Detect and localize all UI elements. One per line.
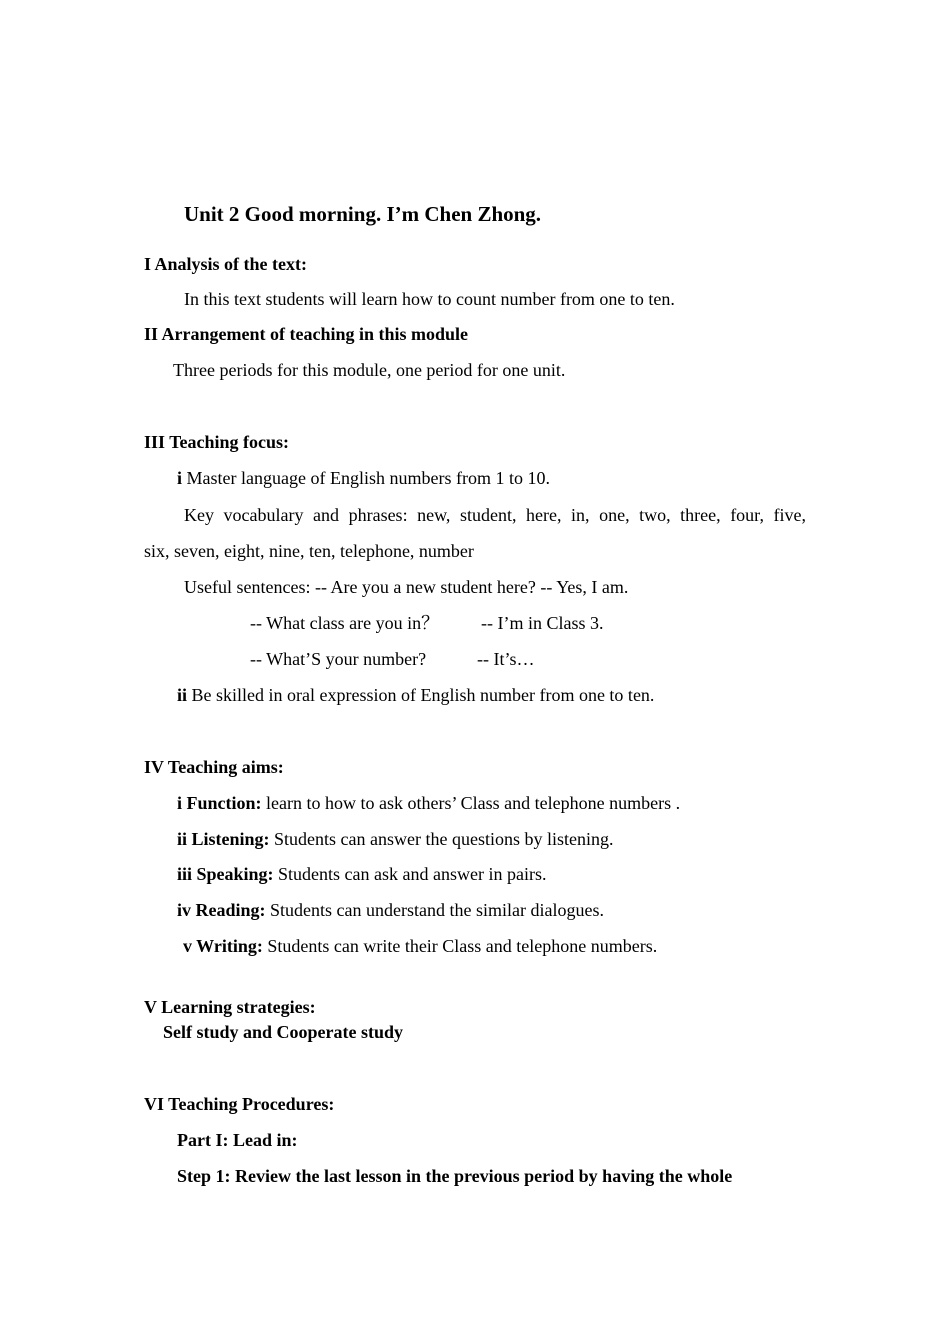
vocab-line-1: Key vocabulary and phrases: new, student, here, in, one, two, three, four, five, — [184, 505, 806, 525]
focus-item-2-text: Be skilled in oral expression of English number from one to ten. — [187, 685, 655, 705]
section-2-heading: II Arrangement of teaching in this module — [144, 324, 468, 344]
aim-writing — [183, 935, 657, 957]
focus-item-2 — [177, 684, 654, 706]
aim-reading — [177, 899, 604, 921]
focus-item-2-label: ii — [177, 685, 188, 705]
aim-speaking-label: iii Speaking: — [177, 864, 274, 884]
section-1-heading: I Analysis of the text: — [144, 254, 307, 274]
document-title: Unit 2 Good morning. I’m Chen Zhong. — [184, 202, 542, 226]
section-5-text: Self study and Cooperate study — [163, 1022, 404, 1042]
section-4-heading: IV Teaching aims: — [144, 757, 284, 777]
aim-reading-text: Students can understand the similar dialogues. — [265, 900, 604, 920]
aim-speaking — [177, 863, 546, 885]
focus-item-1-text: Master language of English numbers from 1 to 10. — [182, 468, 550, 488]
vocab-line-2: six, seven, eight, nine, ten, telephone, number — [144, 541, 474, 561]
useful-sentences: Useful sentences: -- Are you a new student here? -- Yes, I am. — [184, 577, 629, 597]
aim-function-label: i Function: — [177, 793, 262, 813]
aim-function-text: learn to how to ask others’ Class and telephone numbers . — [261, 793, 681, 813]
dialog-2-question: -- What’S your number? — [250, 649, 427, 669]
part-1-heading: Part I: Lead in: — [177, 1130, 298, 1150]
step-1-text: Step 1: Review the last lesson in the previous period by having the whole — [177, 1166, 733, 1186]
aim-function — [177, 792, 680, 814]
aim-listening — [177, 828, 613, 850]
section-6-heading: VI Teaching Procedures: — [144, 1094, 335, 1114]
focus-item-1 — [177, 467, 550, 489]
aim-reading-label: iv Reading: — [177, 900, 266, 920]
aim-writing-label: v Writing: — [183, 936, 263, 956]
aim-writing-text: Students can write their Class and telephone numbers. — [262, 936, 658, 956]
focus-item-1-label: i — [177, 468, 183, 488]
dialog-2-answer: -- It’s… — [477, 649, 535, 669]
dialog-1-answer: -- I’m in Class 3. — [481, 613, 604, 633]
section-5-heading: V Learning strategies: — [144, 997, 316, 1017]
section-2-text: Three periods for this module, one period for one unit. — [173, 360, 566, 380]
aim-listening-label: ii Listening: — [177, 829, 270, 849]
aim-listening-text: Students can answer the questions by listening. — [269, 829, 614, 849]
aim-speaking-text: Students can ask and answer in pairs. — [273, 864, 547, 884]
section-3-heading: III Teaching focus: — [144, 432, 290, 452]
dialog-1-question: -- What class are you in？ — [250, 613, 440, 633]
section-1-text: In this text students will learn how to count number from one to ten. — [184, 289, 675, 309]
